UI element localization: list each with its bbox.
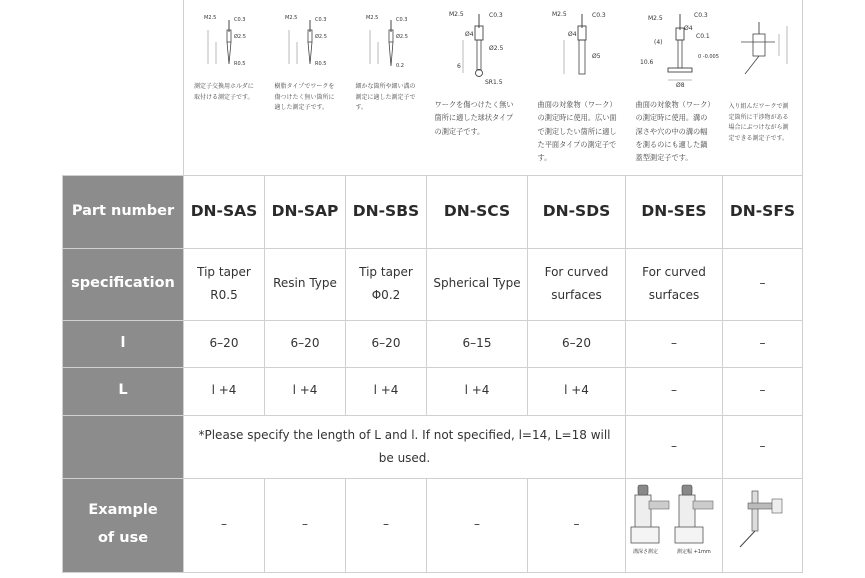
l-sbs: 6–20 (346, 320, 427, 367)
svg-text:6: 6 (456, 63, 461, 70)
probe-drawing-sfs (731, 12, 797, 82)
example-sbs: – (346, 478, 427, 572)
svg-text:SR1.5: SR1.5 (484, 79, 503, 86)
len-sas: l +4 (184, 367, 265, 415)
svg-text:Ø2.5: Ø2.5 (488, 45, 503, 52)
svg-text:Ø4: Ø4 (683, 25, 693, 32)
example-illustration-ses (629, 481, 719, 561)
drawing-cell-sas (184, 0, 265, 175)
svg-text:M2.5: M2.5 (647, 15, 663, 22)
len-sbs: l +4 (346, 367, 427, 415)
drawing-cell-ses (626, 0, 723, 175)
svg-text:M2.5: M2.5 (551, 11, 567, 18)
dim-c03: C0.3 (234, 17, 246, 23)
empty-corner-cell (63, 0, 184, 175)
caption-sbs: 細かな箇所や細い溝の測定に適した測定子です。 (355, 83, 416, 111)
l-sap: 6–20 (265, 320, 346, 367)
caption-sas: 測定子交換用ホルダに取付ける測定子です。 (194, 83, 254, 101)
header-l-big: L (63, 367, 184, 415)
header-example: Example of use (63, 478, 184, 572)
part-number-sds: DN-SDS (528, 175, 626, 248)
svg-text:Ø2.5: Ø2.5 (395, 34, 408, 40)
part-number-ses: DN-SES (626, 175, 723, 248)
dim-m25: M2.5 (204, 15, 217, 21)
note-sfs: – (723, 415, 803, 478)
caption-sfs: 入り組んだワークで測定箇所に干渉物がある場合にぶつけながら測定できる測定子です。 (728, 103, 789, 142)
l-ses: – (626, 320, 723, 367)
spec-sbs: Tip taper Φ0.2 (346, 248, 427, 320)
spec-ses: For curved surfaces (626, 248, 723, 320)
svg-text:C0.3: C0.3 (591, 12, 606, 19)
drawing-cell-sfs (723, 0, 803, 175)
spec-scs: Spherical Type (427, 248, 528, 320)
svg-text:R0.5: R0.5 (314, 61, 326, 67)
caption-ses: 曲面の対象物（ワーク）の測定時に使用。溝の深さや穴の中の溝の幅を測るのにも適した鍋蓋型測定子です。 (635, 100, 711, 163)
spec-sap: Resin Type (265, 248, 346, 320)
svg-text:M2.5: M2.5 (448, 11, 464, 18)
header-part-number: Part number (63, 175, 184, 248)
l-sfs: – (723, 320, 803, 367)
svg-text:C0.3: C0.3 (314, 17, 326, 23)
svg-text:(4): (4) (653, 39, 662, 46)
probe-drawing-sds (540, 8, 620, 88)
probe-drawing-sas (196, 12, 256, 72)
probe-drawing-sbs (358, 12, 418, 72)
l-sds: 6–20 (528, 320, 626, 367)
svg-text:Ø8: Ø8 (675, 82, 685, 88)
svg-text:M2.5: M2.5 (284, 15, 297, 21)
example-ses (626, 478, 723, 572)
header-note-empty (63, 415, 184, 478)
caption-scs: ワークを傷つけたく無い箇所に適した球状タイプの測定子です。 (434, 100, 514, 136)
svg-text:C0.3: C0.3 (693, 12, 708, 19)
example-sap: – (265, 478, 346, 572)
svg-text:溝深さ測定: 溝深さ測定 (633, 548, 659, 555)
drawing-cell-sap (265, 0, 346, 175)
header-l-small: l (63, 320, 184, 367)
caption-sap: 樹脂タイプでワークを傷つけたく無い箇所に適した測定子です。 (274, 83, 335, 111)
svg-text:測定幅 +1mm: 測定幅 +1mm (677, 548, 711, 555)
l-scs: 6–15 (427, 320, 528, 367)
caption-sds: 曲面の対象物（ワーク）の測定時に使用。広い面で測定したい箇所に適した平面タイプの測定子です。 (537, 100, 617, 163)
svg-text:Ø4: Ø4 (567, 31, 577, 38)
example-sfs (723, 478, 803, 572)
header-specification: specification (63, 248, 184, 320)
part-number-sbs: DN-SBS (346, 175, 427, 248)
probe-drawing-scs (437, 8, 517, 88)
probe-spec-table (62, 0, 803, 573)
len-scs: l +4 (427, 367, 528, 415)
spec-sds: For curved surfaces (528, 248, 626, 320)
svg-text:C0.3: C0.3 (395, 17, 407, 23)
drawing-cell-scs (427, 0, 528, 175)
spec-table-container (62, 0, 802, 574)
length-note: *Please specify the length of L and l. If not specified, l=14, L=18 will be used. (184, 415, 626, 478)
drawing-cell-sbs (346, 0, 427, 175)
len-sfs: – (723, 367, 803, 415)
svg-text:Ø4: Ø4 (464, 31, 474, 38)
svg-text:Ø2.5: Ø2.5 (314, 34, 327, 40)
spec-sfs: – (723, 248, 803, 320)
svg-text:C0.1: C0.1 (695, 33, 710, 40)
example-scs: – (427, 478, 528, 572)
probe-drawing-sap (277, 12, 337, 72)
svg-text:Ø5: Ø5 (591, 53, 601, 60)
len-sap: l +4 (265, 367, 346, 415)
probe-drawing-ses (638, 8, 724, 88)
part-number-sfs: DN-SFS (723, 175, 803, 248)
svg-text:10.6: 10.6 (639, 59, 653, 66)
len-sds: l +4 (528, 367, 626, 415)
svg-text:C0.3: C0.3 (488, 12, 503, 19)
example-sas: – (184, 478, 265, 572)
drawing-cell-sds (528, 0, 626, 175)
svg-text:0 -0.005: 0 -0.005 (697, 54, 719, 60)
example-sds: – (528, 478, 626, 572)
part-number-sap: DN-SAP (265, 175, 346, 248)
spec-sas: Tip taper R0.5 (184, 248, 265, 320)
note-ses: – (626, 415, 723, 478)
dim-r05: R0.5 (234, 61, 246, 67)
l-sas: 6–20 (184, 320, 265, 367)
example-illustration-sfs (728, 481, 798, 561)
part-number-sas: DN-SAS (184, 175, 265, 248)
part-number-scs: DN-SCS (427, 175, 528, 248)
svg-text:M2.5: M2.5 (365, 15, 378, 21)
len-ses: – (626, 367, 723, 415)
dim-phi25: Ø2.5 (234, 34, 246, 40)
svg-text:0.2: 0.2 (395, 63, 404, 69)
